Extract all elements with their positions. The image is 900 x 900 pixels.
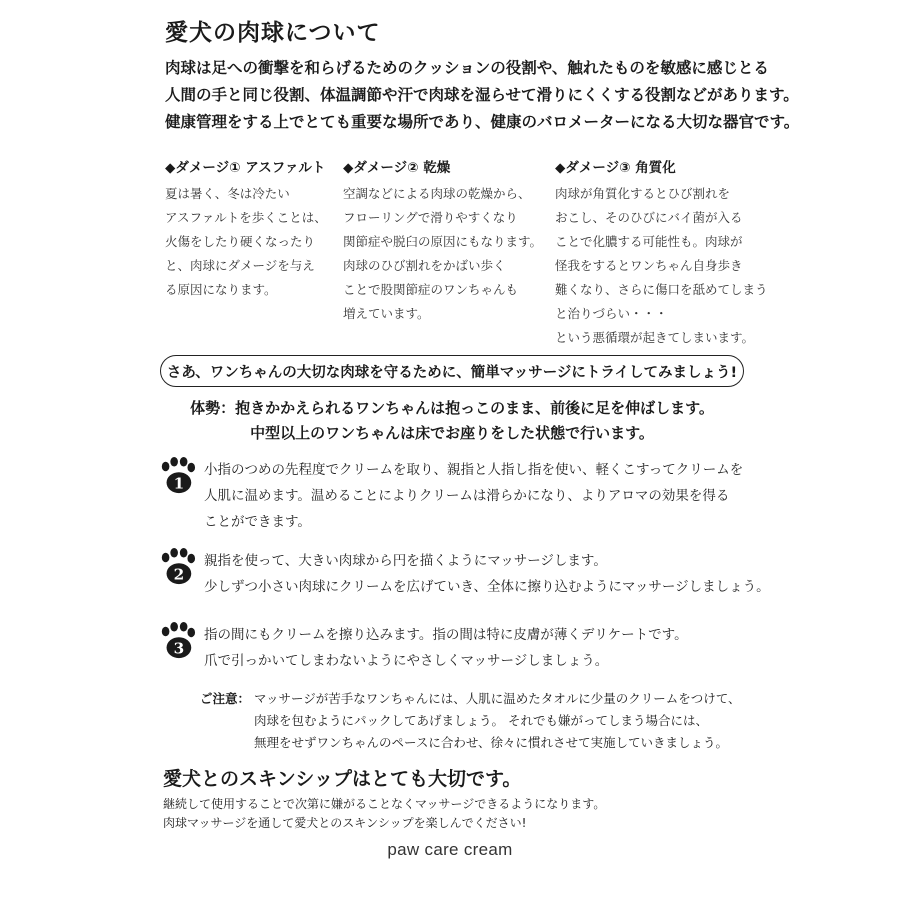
paw-number-2-icon xyxy=(158,548,196,586)
step-number: 1 xyxy=(173,474,185,493)
damage-line: と治りづらい・・・ xyxy=(555,306,668,321)
damage-line: 関節症や脱臼の原因にもなります。 xyxy=(343,234,543,249)
damage-line: アスファルトを歩くことは、 xyxy=(165,210,327,225)
step-line: 爪で引っかいてしまわないようにやさしくマッサージしましょう。 xyxy=(204,653,609,669)
posture-instructions xyxy=(160,396,744,446)
step-number: 3 xyxy=(173,639,185,658)
damage-line: 肉球のひび割れをかばい歩く xyxy=(343,258,506,273)
closing-line: 肉球マッサージを通して愛犬とのスキンシップを楽しんでください! xyxy=(163,816,527,830)
damage-dryness xyxy=(343,156,542,326)
closing-heading: 愛犬とのスキンシップはとても大切です。 xyxy=(163,768,522,790)
step-line: 人肌に温めます。温めることによりクリームは滑らかになり、よりアロマの効果を得る xyxy=(204,488,730,504)
intro-paragraph xyxy=(165,54,800,135)
damage-line: ことで化膿する可能性も。肉球が xyxy=(555,234,743,249)
damage-line: 空調などによる肉球の乾燥から、 xyxy=(343,186,531,201)
damage-line: 火傷をしたり硬くなったり xyxy=(165,234,316,249)
step-line: ことができます。 xyxy=(204,514,311,530)
damage-line: 怪我をするとワンちゃん自身歩き xyxy=(555,258,743,273)
damage-line: おこし、そのひびにバイ菌が入る xyxy=(555,210,743,225)
closing-line: 継続して使用することで次第に嫌がることなくマッサージできるようになります。 xyxy=(163,797,606,811)
damage-heading: ◆ダメージ② 乾燥 xyxy=(343,160,451,176)
damage-keratinization xyxy=(555,156,768,350)
damage-heading: ◆ダメージ③ 角質化 xyxy=(555,160,676,176)
intro-line: 肉球は足への衝撃を和らげるためのクッションの役割や、触れたものを敏感に感じとる xyxy=(165,58,769,77)
damage-line: フローリングで滑りやすくなり xyxy=(343,210,518,225)
step-line: 指の間にもクリームを擦り込みます。指の間は特に皮膚が薄くデリケートです。 xyxy=(204,627,688,643)
damage-heading: ◆ダメージ① アスファルト xyxy=(165,160,326,176)
damage-line: という悪循環が起きてしまいます。 xyxy=(555,330,755,345)
caution-line: マッサージが苦手なワンちゃんには、人肌に温めたタオルに少量のクリームをつけて、 xyxy=(254,691,741,706)
massage-callout: さあ、ワンちゃんの大切な肉球を守るために、簡単マッサージにトライしてみましょう! xyxy=(160,355,744,387)
step-number: 2 xyxy=(173,565,185,584)
closing-paragraph xyxy=(163,795,605,833)
damage-line: る原因になります。 xyxy=(165,282,277,297)
page-title: 愛犬の肉球について xyxy=(165,19,381,46)
damage-line: 増えています。 xyxy=(343,306,430,321)
posture-line: 体勢：抱きかかえられるワンちゃんは抱っこのまま、前後に足を伸ばします。 xyxy=(190,399,714,417)
paw-number-3-icon xyxy=(158,622,196,660)
caution-label: ご注意： xyxy=(200,691,251,706)
brand-name: paw care cream xyxy=(387,840,513,859)
damage-line: 夏は暑く、冬は冷たい xyxy=(165,186,290,201)
damage-line: ことで股関節症のワンちゃんも xyxy=(343,282,519,297)
intro-line: 人間の手と同じ役割、体温調節や汗で肉球を湿らせて滑りにくくする役割などがあります。 xyxy=(165,85,799,104)
step-line: 親指を使って、大きい肉球から円を描くようにマッサージします。 xyxy=(204,553,607,569)
damage-line: と、肉球にダメージを与え xyxy=(165,258,315,273)
damage-line: 肉球が角質化するとひび割れを xyxy=(555,186,731,201)
paw-number-1-icon xyxy=(158,457,196,495)
caution-line: 無理をせずワンちゃんのペースに合わせ、徐々に慣れさせて実施していきましょう。 xyxy=(254,735,729,750)
caution-line: 肉球を包むようにパックしてあげましょう。 それでも嫌がってしまう場合には、 xyxy=(254,713,708,728)
intro-line: 健康管理をする上でとても重要な場所であり、健康のバロメーターになる大切な器官です。 xyxy=(165,112,800,131)
damage-line: 難くなり、さらに傷口を舐めてしまう xyxy=(555,282,768,297)
posture-line: 中型以上のワンちゃんは床でお座りをした状態で行います。 xyxy=(250,424,654,442)
damage-asphalt xyxy=(165,156,327,302)
step-line: 小指のつめの先程度でクリームを取り、親指と人指し指を使い、軽くこすってクリームを xyxy=(204,462,744,478)
step-line: 少しずつ小さい肉球にクリームを広げていき、全体に擦り込むようにマッサージしましょう。 xyxy=(204,579,770,595)
